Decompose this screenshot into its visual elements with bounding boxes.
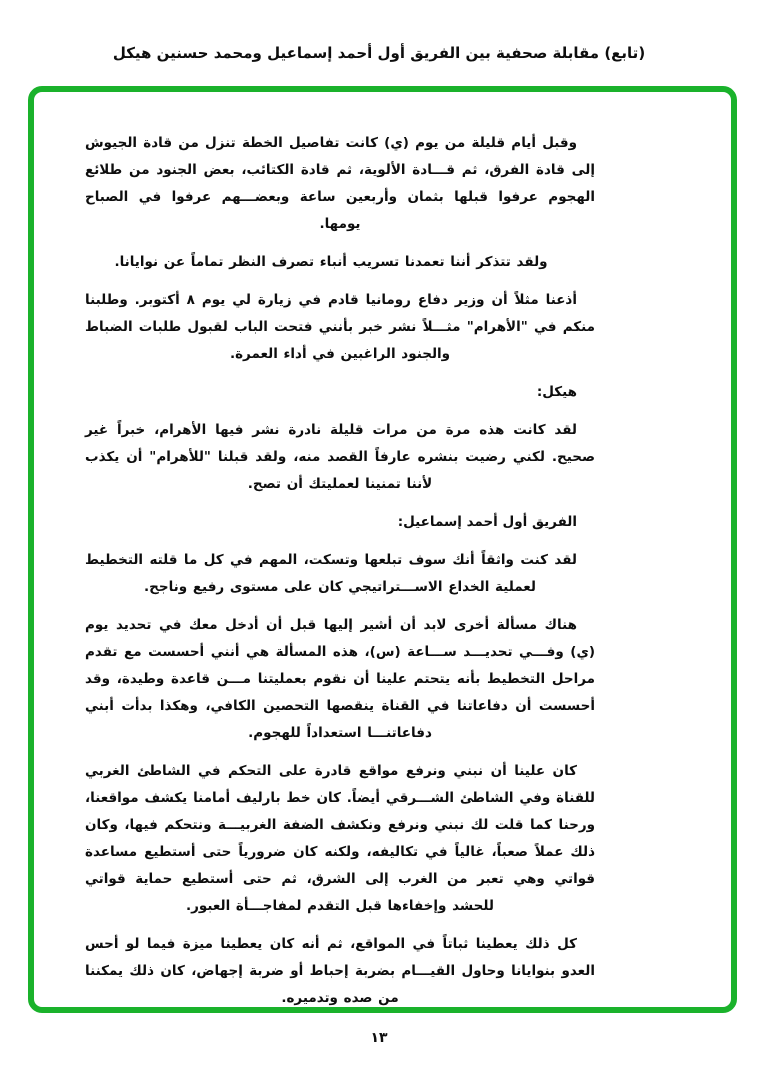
paragraph: هناك مسألة أخرى لابد أن أشير إليها قبل أن أدخل معك في تحديد يوم (ي) وفـــي تحديـــد ســـاعة (س)، هذه المسألة هي أنني أحسست مع تقدم مراحل التخطيط بأنه يتحتم علينا أن نقوم بعمليتنا مـــن قاعدة وطيدة، وقد أحسست أن دفاعاتنا في القناة ينقصها التحصين الكافي، وهكذا بدأت أبني دفاعاتنـــا استعداداً للهجوم.: [85, 617, 595, 741]
paragraph: كان علينا أن نبني ونرفع مواقع قادرة على التحكم في الشاطئ الغربي للقناة وفي الشاطئ الشـــرقي أيضاً. كان خط بارليف أمامنا يكشف مواقعنا، ورحنا كما قلت لك نبني ونرفع ونكشف الضفة الغربيـــة ونتحكم فيها، وكان ذلك عملاً صعباً، غالياً في تكاليفه، ولكنه كان ضرورياً حتى أستطيع مساعدة قواتي وهي تعبر من الغرب إلى الشرق، ثم حتى أستطيع حماية قواتي للحشد وإخفاءها قبل التقدم لمفاجـــأة العبور.: [85, 763, 595, 914]
paragraph: لقد كانت هذه مرة من مرات قليلة نادرة نشر فيها الأهرام، خبراً غير صحيح. لكني رضيت بنشره عارفاً القصد منه، ولقد قبلنا "للأهرام" أن يكذب لأننا تمنينا لعمليتك أن تصح.: [85, 422, 595, 492]
paragraph: لقد كنت واثقاً أنك سوف تبلعها وتسكت، المهم في كل ما قلته التخطيط لعملية الخداع الاســـتراتيجي كان على مستوى رفيع وناجح.: [85, 552, 577, 595]
document-body: [85, 130, 595, 1023]
speaker-label: الفريق أول أحمد إسماعيل:: [397, 514, 577, 530]
paragraph: وقبل أيام قليلة من يوم (ي) كانت تفاصيل الخطة تنزل من قادة الجيوش إلى قادة الفرق، ثم قـــادة الألوية، ثم قادة الكتائب، بعض الجنود من طلائع الهجوم عرفوا قبلها بثمان وأربعين ساعة وبعضـــهم عرفوا في الصباح يومها.: [85, 135, 595, 232]
speaker-label: هيكل:: [536, 384, 577, 400]
document-header-title: (تابع) مقابلة صحفية بين الفريق أول أحمد إسماعيل ومحمد حسنين هيكل: [112, 44, 646, 62]
page-number: ١٣: [370, 1030, 388, 1046]
paragraph: كل ذلك يعطينا ثباتاً في المواقع، ثم أنه كان يعطينا ميزة فيما لو أحس العدو بنوايانا وحاول القيـــام بضربة إحباط أو ضربة إجهاض، كان ذلك يمكننا من صده وتدميره.: [85, 936, 595, 1006]
paragraph: ولقد تتذكر أننا تعمدنا تسريب أنباء تصرف النظر تماماً عن نوايانا.: [114, 254, 548, 270]
paragraph: أذعنا مثلاً أن وزير دفاع رومانيا قادم في زيارة لي يوم ٨ أكتوبر. وطلبنا منكم في "الأهرام" مثـــلاً نشر خبر بأنني فتحت الباب لقبول طلبات الضباط والجنود الراغبين في أداء العمرة.: [85, 292, 595, 362]
